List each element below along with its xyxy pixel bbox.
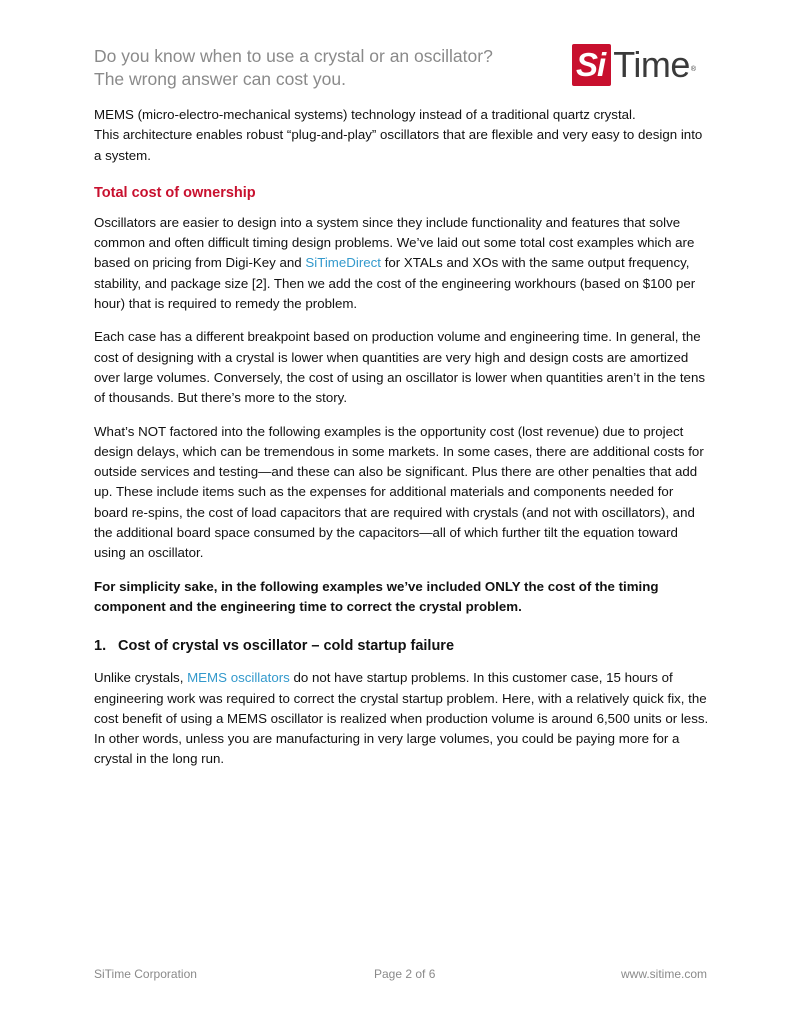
numbered-heading-1 bbox=[94, 636, 710, 656]
para4-text-b: do not have startup problems. In this customer case, 15 hours of engineering work was required to correct the crystal startup problem. Here, with a relatively quick fix, the cost benefit of using a MEMS oscillator is realized when production volume is around 6,500 units or less. In other words, unless you are manufacturing in very large volumes, you could be paying more for a crystal in the long run. bbox=[94, 670, 709, 767]
sitimedirect-link[interactable]: SiTimeDirect bbox=[305, 255, 381, 271]
logo-registered-mark: ® bbox=[690, 66, 697, 73]
paragraph-1 bbox=[94, 213, 710, 314]
para1-text-b: for XTALs and XOs with the same output frequency, stability, and package size [2]. Then we add the cost of the engineering workhours (based on $100 per hour) that is required to remedy the problem. bbox=[94, 255, 696, 312]
section-heading-tco: Total cost of ownership bbox=[94, 184, 256, 201]
logo-time-text: Time bbox=[613, 44, 690, 85]
heading-text: Cost of crystal vs oscillator – cold startup failure bbox=[118, 638, 455, 655]
paragraph-2: Each case has a different breakpoint based on production volume and engineering time. In general, the cost of designing with a crystal is lower when quantities are very high and design costs are amortized over large volumes. Conversely, the cost of using an oscillator is lower when quantities aren’t in the tens of thousands. But there’s more to the story. bbox=[94, 329, 705, 406]
bold-paragraph: For simplicity sake, in the following examples we’ve included ONLY the cost of the timing component and the engineering time to correct the crystal problem. bbox=[94, 578, 659, 614]
sitime-logo bbox=[572, 44, 712, 88]
footer-page-number: Page 2 of 6 bbox=[374, 967, 436, 981]
intro-line1: MEMS (micro-electro-mechanical systems) technology instead of a traditional quartz crystal. bbox=[94, 107, 636, 122]
page-content bbox=[94, 105, 710, 783]
header-title-line1: Do you know when to use a crystal or an oscillator? bbox=[94, 46, 493, 66]
paragraph-3: What’s NOT factored into the following examples is the opportunity cost (lost revenue) due to project design delays, which can be tremendous in some markets. In some cases, there are additional costs for outside services and testing—and these can also be significant. Plus there are other penalties that add up. These include items such as the expenses for additional materials and components needed for board re-spins, the cost of load capacitors that are required with crystals (and not with oscillators), and the additional board space consumed by the capacitors—all of which further tilt the equation toward using an oscillator. bbox=[94, 423, 704, 561]
footer-website: www.sitime.com bbox=[620, 967, 707, 981]
page-footer bbox=[94, 967, 707, 983]
footer-company: SiTime Corporation bbox=[94, 967, 197, 981]
mems-oscillators-link[interactable]: MEMS oscillators bbox=[187, 670, 290, 686]
header-title bbox=[94, 45, 564, 91]
logo-si-mark: Si bbox=[572, 44, 611, 86]
para4-text-a: Unlike crystals, bbox=[94, 670, 188, 686]
heading-number: 1. bbox=[94, 638, 107, 655]
intro-paragraph bbox=[94, 105, 710, 166]
paragraph-4 bbox=[94, 668, 710, 769]
para1-text-a: Oscillators are easier to design into a system since they include functionality and features that solve common and often difficult timing design problems. We’ve laid out some total cost examples which are based on pricing from Digi-Key and bbox=[94, 214, 695, 271]
intro-line2: This architecture enables robust “plug-and-play” oscillators that are flexible and very easy to design into a system. bbox=[94, 127, 703, 163]
header-title-line2: The wrong answer can cost you. bbox=[94, 69, 346, 89]
